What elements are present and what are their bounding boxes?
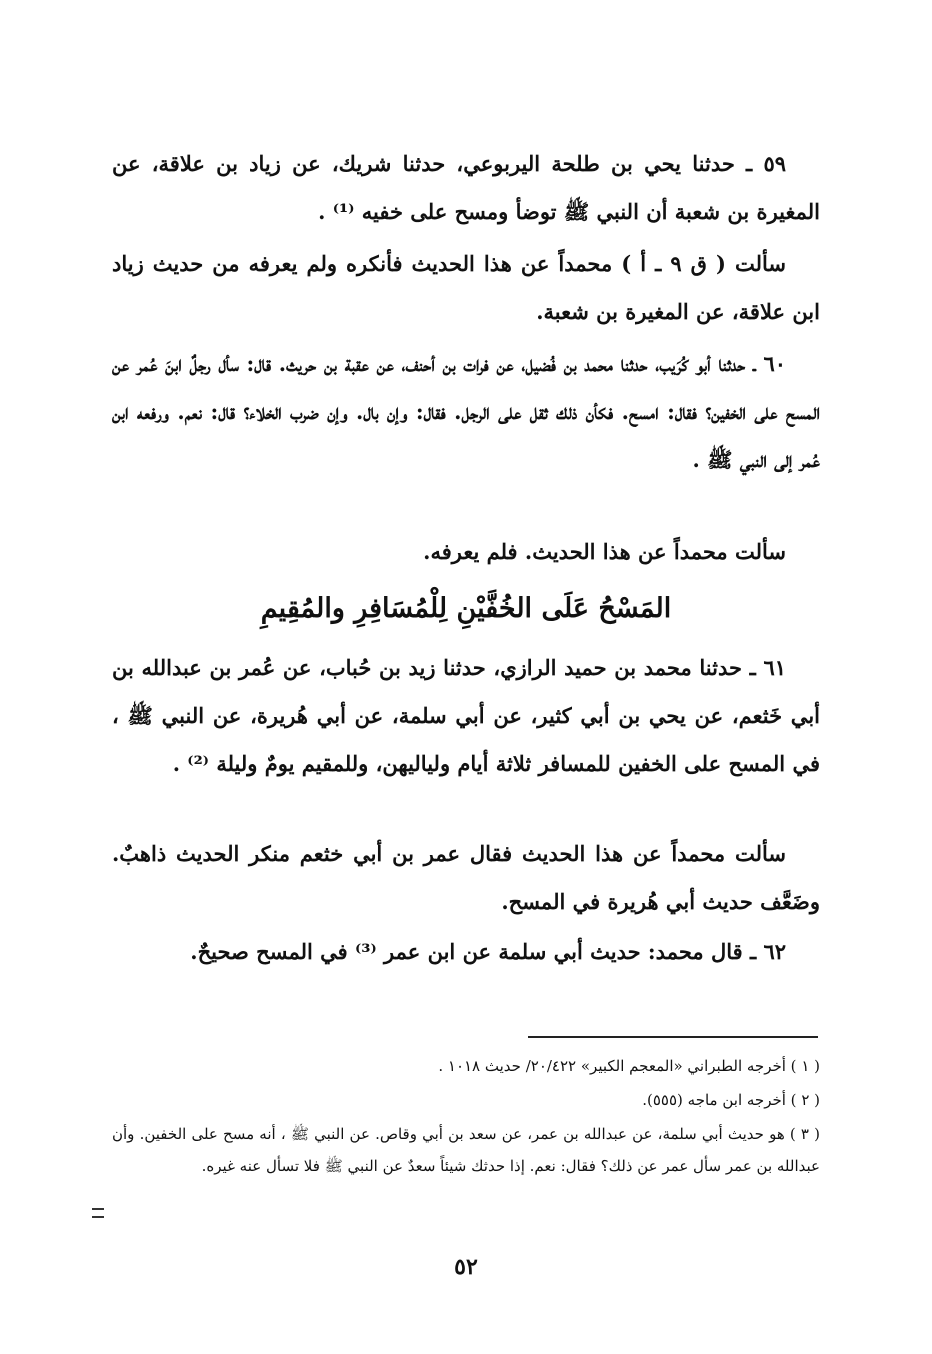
paragraph-comment-61: سألت محمداً عن هذا الحديث فقال عمر بن أبي خثعم منكر الحديث ذاهبٌ. وضَعَّف حديث أبي هُريرة في المسح. xyxy=(112,841,820,914)
section-heading: المَسْحُ عَلَى الخُفَّيْنِ لِلْمُسَافِرِ والمُقِيمِ xyxy=(260,593,672,624)
paragraph-hadith-61: ٦١ ـ حدثنا محمد بن حميد الرازي، حدثنا زيد بن حُباب، عن عُمر بن عبدالله بن أبي خَثعم، عن يحي بن أبي كثير، عن أبي سلمة، عن أبي هُريرة، عن النبي ﷺ ، في المسح على الخفين للمسافر ثلاثة أيام ولياليهن، وللمقيم يومٌ وليلة ⁽²⁾ . xyxy=(112,655,820,776)
paragraph-hadith-59: ٥٩ ـ حدثنا يحي بن طلحة اليربوعي، حدثنا شريك، عن زياد بن علاقة، عن المغيرة بن شعبة أن النبي ﷺ توضأ ومسح على خفيه ⁽¹⁾ . xyxy=(112,151,820,224)
paragraph-comment-59: سألت ( ق ٩ ـ أ ) محمداً عن هذا الحديث فأنكره ولم يعرفه من حديث زياد ابن علاقة، عن المغيرة بن شعبة. xyxy=(112,251,820,324)
footnote-3: ( ٣ ) هو حديث أبي سلمة، عن عبدالله بن عمر، عن سعد بن أبي وقاص. عن النبي ﷺ ، أنه مسح على الخفين. وأن عبدالله بن عمر سأل عمر عن ذلك؟ فقال: نعم. إذا حدثك شيئاً سعدٌ عن النبي ﷺ فلا تسأل عنه غيره. xyxy=(112,1125,820,1175)
paragraph-comment-60: سألت محمداً عن هذا الحديث. فلم يعرفه. xyxy=(423,539,786,564)
paragraph-hadith-62: ٦٢ ـ قال محمد: حديث أبي سلمة عن ابن عمر ⁽³⁾ في المسح صحيحٌ. xyxy=(190,939,786,964)
page-number: ٥٢ xyxy=(454,1254,478,1280)
paragraph-hadith-60: ٦٠ ـ حدثنا أبو كُرَيب، حدثنا محمد بن فُضيل، عن فرات بن أحنف، عن عقبة بن حريث. قال: سأل رجلٌ ابنَ عُمر عن المسح على الخفين؟ فقال: امسح. فكأن ذلك ثقل على الرجل. فقال: وإن بال. وإن ضرب الخلاء؟ قال: نعم. ورفعه ابن عُمر إلى النبي ﷺ . xyxy=(112,351,820,472)
footnote-1: ( ١ ) أخرجه الطبراني «المعجم الكبير» ٢٠/٤٢٢/ حديث ١٠١٨ . xyxy=(438,1057,820,1075)
margin-mark xyxy=(92,1208,104,1218)
footnote-divider xyxy=(528,1036,818,1038)
footnote-2: ( ٢ ) أخرجه ابن ماجه (٥٥٥). xyxy=(642,1091,820,1109)
